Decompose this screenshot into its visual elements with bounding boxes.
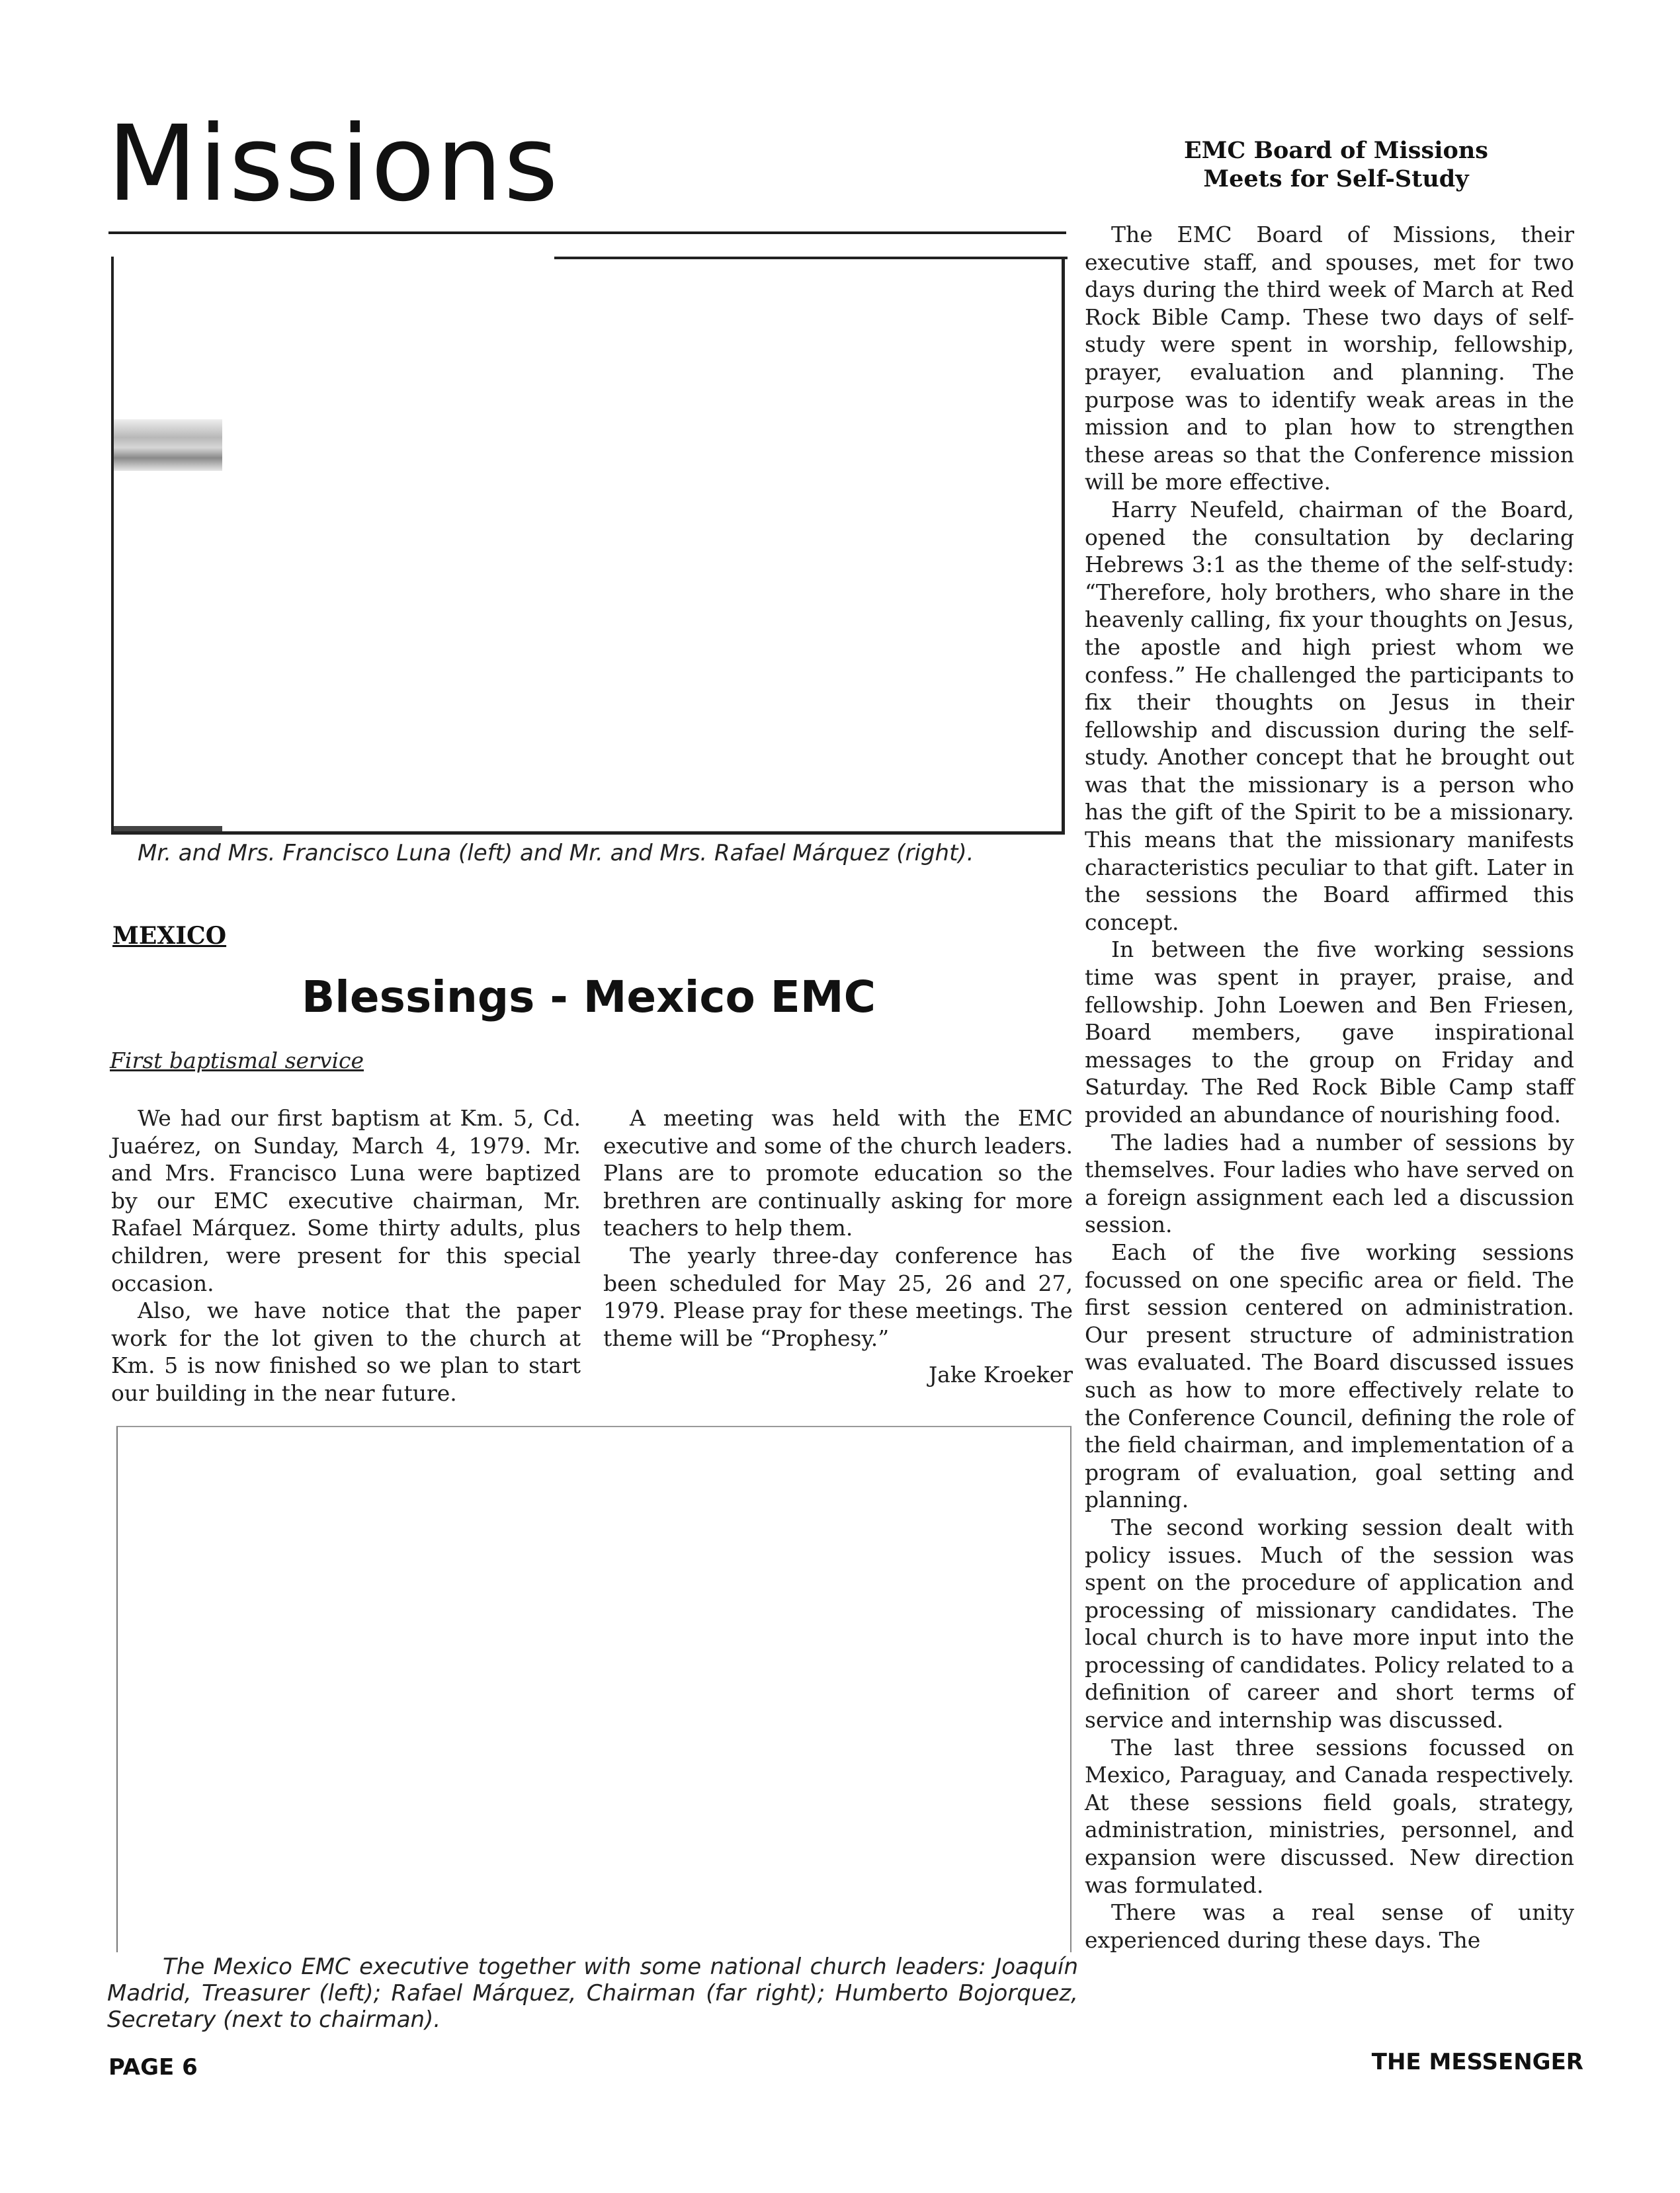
story-subhead: First baptismal service — [110, 1048, 364, 1073]
mexico-paragraph: Also, we have notice that the paper work for the lot given to the church at Km. 5 is now finished so we plan to start our building in the near future. — [111, 1298, 581, 1406]
board-paragraph: The last three sessions focussed on Mexico, Paraguay, and Canada respectively. At these sessions field goals, strategy, administration, ministries, personnel, and expansion were discussed. New direction was formulated. — [1085, 1734, 1574, 1898]
photo-top-edge — [554, 257, 1068, 259]
byline: Jake Kroeker — [928, 1362, 1073, 1388]
photo-luna-marquez — [111, 257, 1065, 835]
title-rule — [108, 231, 1066, 234]
photo-mexico-executive — [116, 1426, 1071, 1952]
publication-name: THE MESSENGER — [1371, 2049, 1583, 2075]
photo-fragment — [114, 419, 222, 471]
photo-caption-1: Mr. and Mrs. Francisco Luna (left) and Mr. and Mrs. Rafael Márquez (right). — [138, 840, 974, 866]
page-title: Missions — [107, 103, 560, 225]
mexico-column-right — [603, 1104, 1073, 1389]
mexico-column-left — [111, 1104, 581, 1407]
board-paragraph: The ladies had a number of sessions by themselves. Four ladies who have served on a foreign assignment each led a discussion session. — [1085, 1129, 1574, 1238]
page-number: PAGE 6 — [108, 2054, 198, 2081]
mexico-paragraph: We had our first baptism at Km. 5, Cd. Juaérez, on Sunday, March 4, 1979. Mr. and Mrs. Francisco Luna were baptized by our EMC executive chairman, Mr. Rafael Márquez. Some thirty adults, plus children, were present for this special occasion. — [111, 1105, 581, 1296]
board-paragraph: In between the five working sessions time was spent in prayer, praise, and fellowship. John Loewen and Ben Friesen, Board members, gave inspirational messages to the group on Friday and Saturday. The Red Rock Bible Camp staff provided an abundance of nourishing food. — [1085, 936, 1574, 1128]
board-article-column — [1085, 221, 1574, 1954]
mexico-paragraph: The yearly three-day conference has been scheduled for May 25, 26 and 27, 1979. Please pray for these meetings. The theme will be “Prophesy.” — [603, 1242, 1073, 1351]
mexico-paragraph: A meeting was held with the EMC executive and some of the church leaders. Plans are to promote education so the brethren are continually asking for more teachers to help them. — [603, 1105, 1073, 1241]
board-paragraph: There was a real sense of unity experienced during these days. The — [1085, 1899, 1574, 1953]
board-paragraph: The EMC Board of Missions, their executive staff, and spouses, met for two days during the third week of March at Red Rock Bible Camp. These two days of self-study were spent in worship, fellowship, prayer, evaluation and planning. The purpose was to identify weak areas in the mission and to plan how to strengthen these areas so that the Conference mission will be more effective. — [1085, 222, 1574, 495]
board-paragraph: Each of the five working sessions focussed on one specific area or field. The first session centered on administration. Our present structure of administration was evaluated. The Board discussed issues such as how to more effectively relate to the Conference Council, defining the role of the field chairman, and implementation of a program of evaluation, goal setting and planning. — [1085, 1239, 1574, 1513]
board-headline-line1: EMC Board of Missions — [1184, 137, 1488, 164]
section-label-mexico: MEXICO — [112, 922, 227, 950]
board-headline — [1085, 136, 1587, 193]
board-paragraph: Harry Neufeld, chairman of the Board, opened the consultation by declaring Hebrews 3:1 as the theme of the self-study: “Therefore, holy brothers, who share in the heavenly calling, fix your thoughts on Jesus, the apostle and high priest whom we confess.” He challenged the participants to fix their thoughts on Jesus in their fellowship and discussion during the self-study. Another concept that he brought out was that the missionary is a person who has the gift of the Spirit to be a missionary. This means that the missionary manifests characteristics peculiar to that gift. Later in the sessions the Board affirmed this concept. — [1085, 496, 1574, 935]
photo-corner-edge — [114, 826, 222, 831]
board-headline-line2: Meets for Self-Study — [1203, 165, 1469, 192]
photo-caption-2: The Mexico EMC executive together with some national church leaders: Joaquín Madrid, Treasurer (left); Rafael Márquez, Chairman (far right); Humberto Bojorquez, Secretary (next to chairman). — [107, 1954, 1078, 2033]
story-headline: Blessings - Mexico EMC — [301, 972, 876, 1022]
board-paragraph: The second working session dealt with policy issues. Much of the session was spent on the procedure of application and processing of missionary candidates. The local church is to have more input into the processing of candidates. Policy related to a definition of career and short terms of service and internship was discussed. — [1085, 1514, 1574, 1733]
